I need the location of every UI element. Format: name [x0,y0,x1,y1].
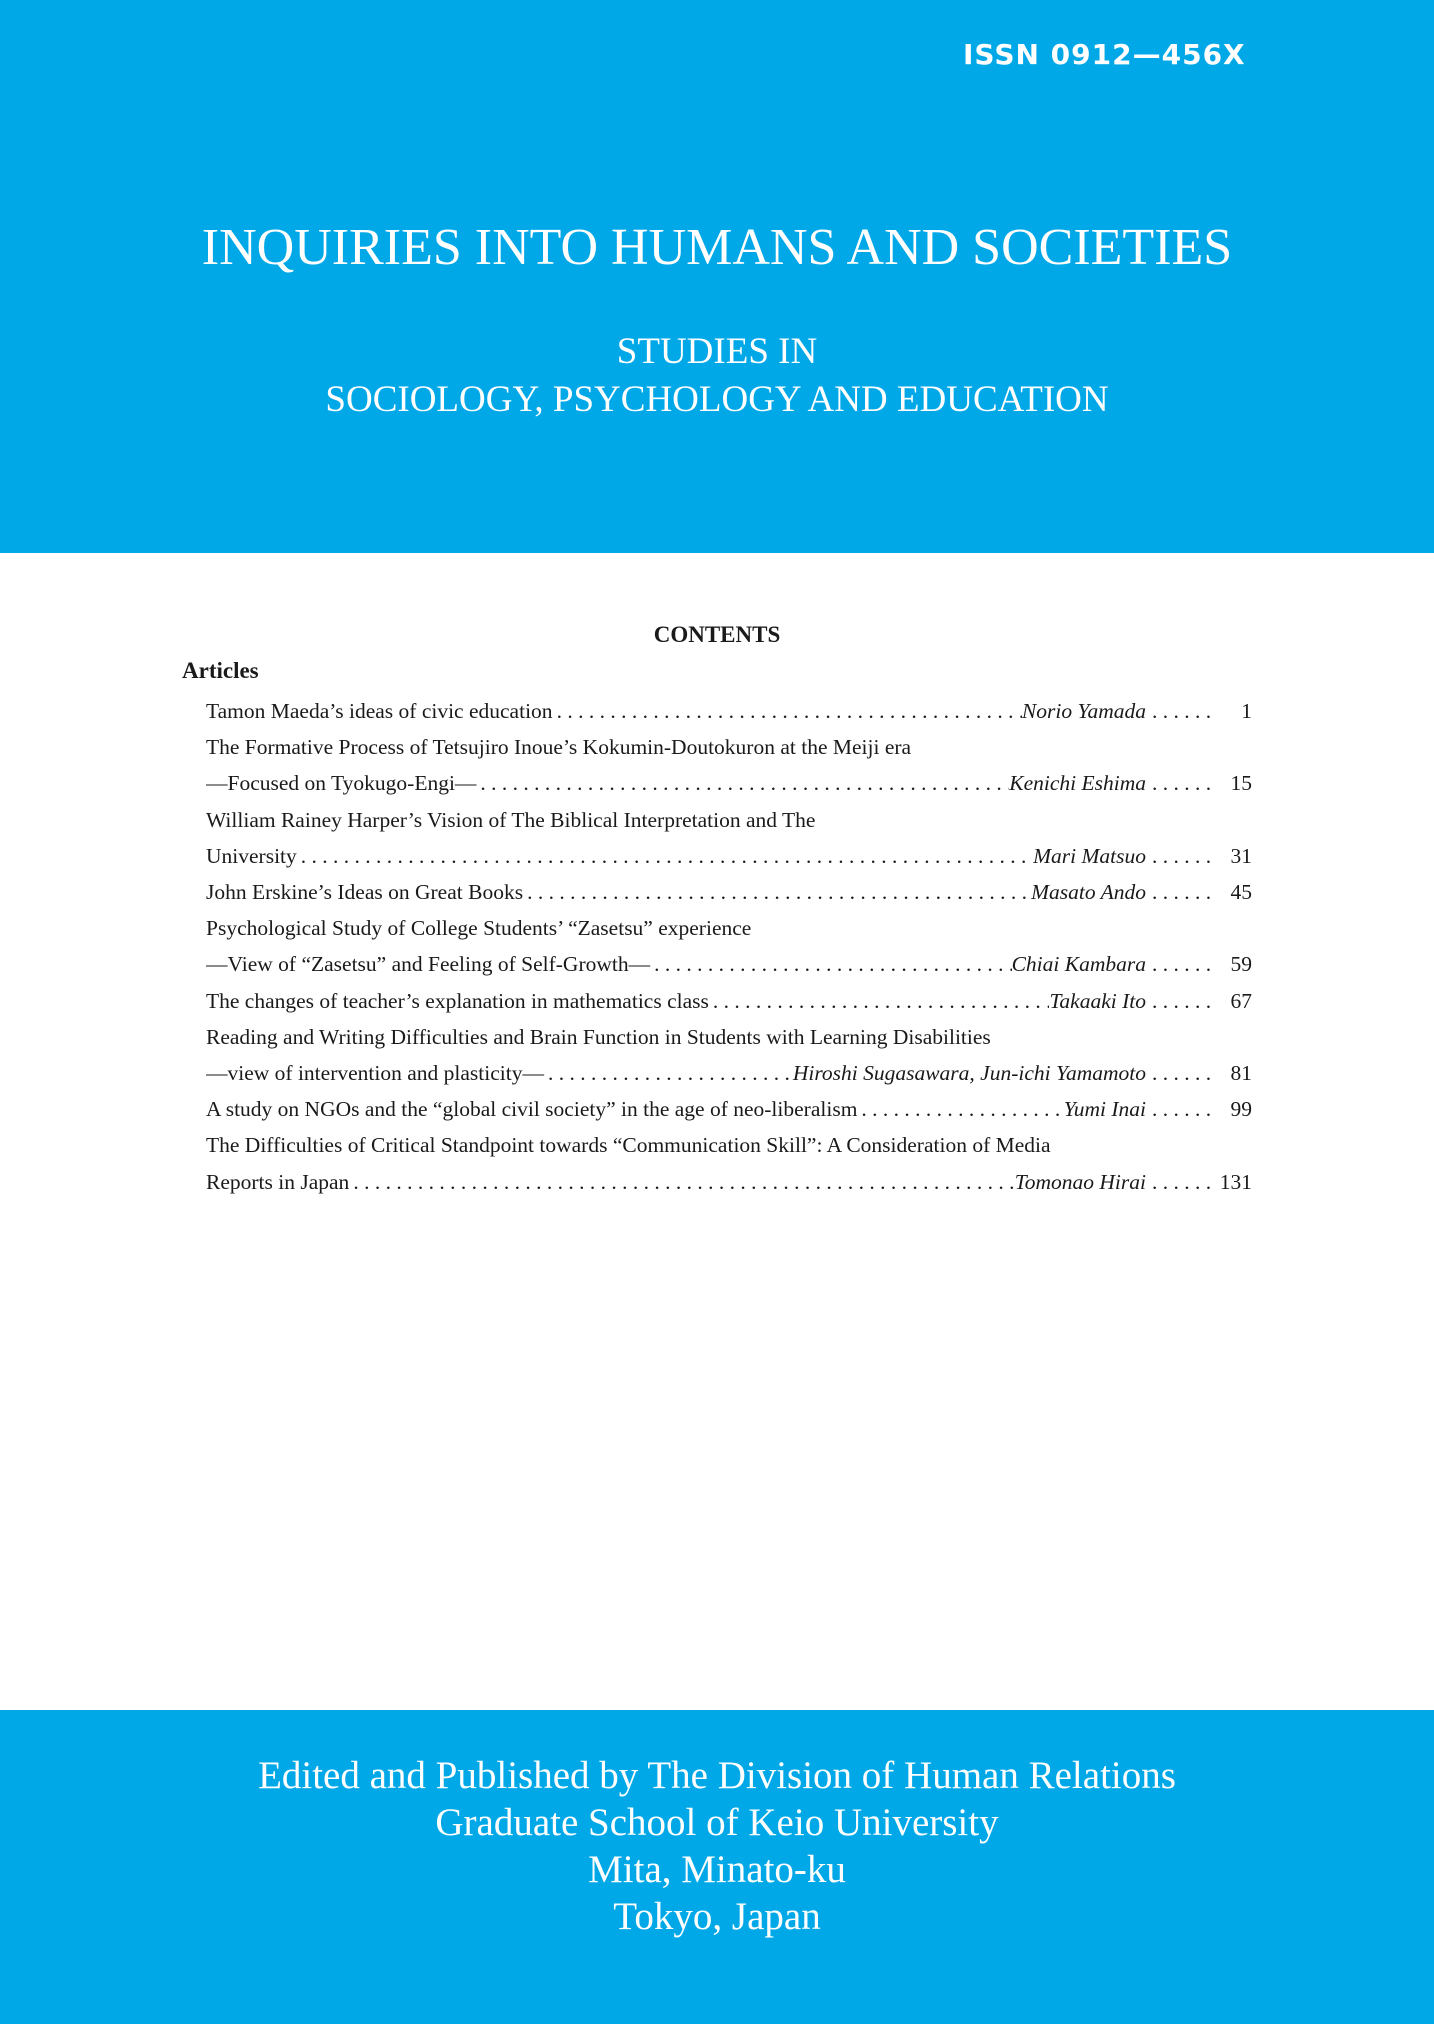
toc-entry-author: Chiai Kambara [1011,952,1146,977]
dot-leader [523,874,1031,910]
toc-entry [206,874,1252,910]
subtitle-line-2: SOCIOLOGY, PSYCHOLOGY AND EDUCATION [325,379,1109,420]
toc-entry [206,802,1252,874]
dot-leader [553,693,1022,729]
toc-entry-title-line: Reports in Japan [206,1169,350,1194]
toc-entry-page: 131 [1219,1169,1252,1194]
dot-leader [857,1091,1063,1127]
toc-entry-page: 59 [1230,952,1252,977]
toc-entry [206,910,1252,982]
header-band [0,0,1434,553]
section-label-articles: Articles [182,658,259,683]
toc-entry [206,1127,1252,1199]
toc-entry-page: 99 [1230,1097,1252,1122]
dot-leader [1146,765,1214,801]
toc-entry-author: Tomonao Hirai [1014,1169,1146,1194]
dot-leader [1146,983,1214,1019]
toc-entry [206,729,1252,801]
toc-entry-author: Kenichi Eshima [1009,771,1146,796]
contents-heading: CONTENTS [653,622,781,647]
dot-leader [297,838,1033,874]
toc-entry-page: 81 [1230,1061,1252,1086]
journal-subtitle [0,328,1434,424]
journal-title: INQUIRIES INTO HUMANS AND SOCIETIES [201,219,1233,276]
toc-entry-title-line: Reading and Writing Difficulties and Brain Function in Students with Learning Disabilities [206,1024,991,1049]
dot-leader [1146,1164,1214,1200]
toc-entry-title-line: Tamon Maeda’s ideas of civic education [206,699,553,723]
toc-entry-title-line: The Formative Process of Tetsujiro Inoue’s Kokumin-Doutokuron at the Meiji era [206,735,912,760]
toc-entry-page: 67 [1230,988,1252,1013]
dot-leader [1146,838,1214,874]
dot-leader [476,765,1009,801]
dot-leader [1146,874,1214,910]
publisher-info [0,1752,1434,1940]
toc-entry-page: 1 [1241,699,1252,723]
toc-entry-author: Yumi Inai [1063,1097,1146,1122]
subtitle-line-1: STUDIES IN [616,331,818,372]
publisher-line-2: Graduate School of Keio University [435,1801,999,1844]
toc-entry-title-line: Psychological Study of College Students’ “Zasetsu” experience [206,916,752,941]
toc-entry-title-line: —Focused on Tyokugo-Engi— [206,771,477,796]
toc-entry-title-line: The changes of teacher’s explanation in mathematics class [206,988,709,1013]
dot-leader [650,946,1011,982]
dot-leader [1146,1055,1214,1091]
dot-leader [1146,693,1214,729]
toc-entry-author: Norio Yamada [1021,699,1146,723]
publisher-line-3: Mita, Minato-ku [588,1848,846,1891]
toc-entry-title-line: A study on NGOs and the “global civil society” in the age of neo-liberalism [206,1097,858,1122]
toc-entry-author: Mari Matsuo [1033,843,1146,868]
toc-entry-title-line: University [206,843,297,868]
dot-leader [709,983,1050,1019]
toc-entry-title-line: John Erskine’s Ideas on Great Books [206,880,524,905]
toc-entry-author: Hiroshi Sugasawara, Jun-ichi Yamamoto [792,1061,1146,1086]
issn-number: ISSN 0912—456X [963,38,1246,71]
dot-leader [1146,1091,1214,1127]
publisher-line-1: Edited and Published by The Division of Human Relations [258,1754,1176,1797]
publisher-line-4: Tokyo, Japan [613,1895,821,1938]
toc-entry [206,693,1252,729]
dot-leader [544,1055,793,1091]
toc-entry-page: 45 [1230,880,1252,905]
table-of-contents [206,693,1252,1200]
toc-entry [206,1019,1252,1091]
toc-entry-page: 15 [1230,771,1252,796]
toc-entry-author: Masato Ando [1031,880,1146,905]
toc-entry [206,983,1252,1019]
toc-entry-title-line: William Rainey Harper’s Vision of The Biblical Interpretation and The [206,807,816,832]
toc-entry-title-line: The Difficulties of Critical Standpoint towards “Communication Skill”: A Consideration of Media [206,1133,1051,1158]
toc-entry-title-line: —View of “Zasetsu” and Feeling of Self-Growth— [206,952,651,977]
dot-leader [349,1164,1014,1200]
toc-entry-author: Takaaki Ito [1049,988,1146,1013]
toc-entry-page: 31 [1230,843,1252,868]
toc-entry [206,1091,1252,1127]
dot-leader [1146,946,1214,982]
toc-entry-title-line: —view of intervention and plasticity— [206,1061,544,1086]
